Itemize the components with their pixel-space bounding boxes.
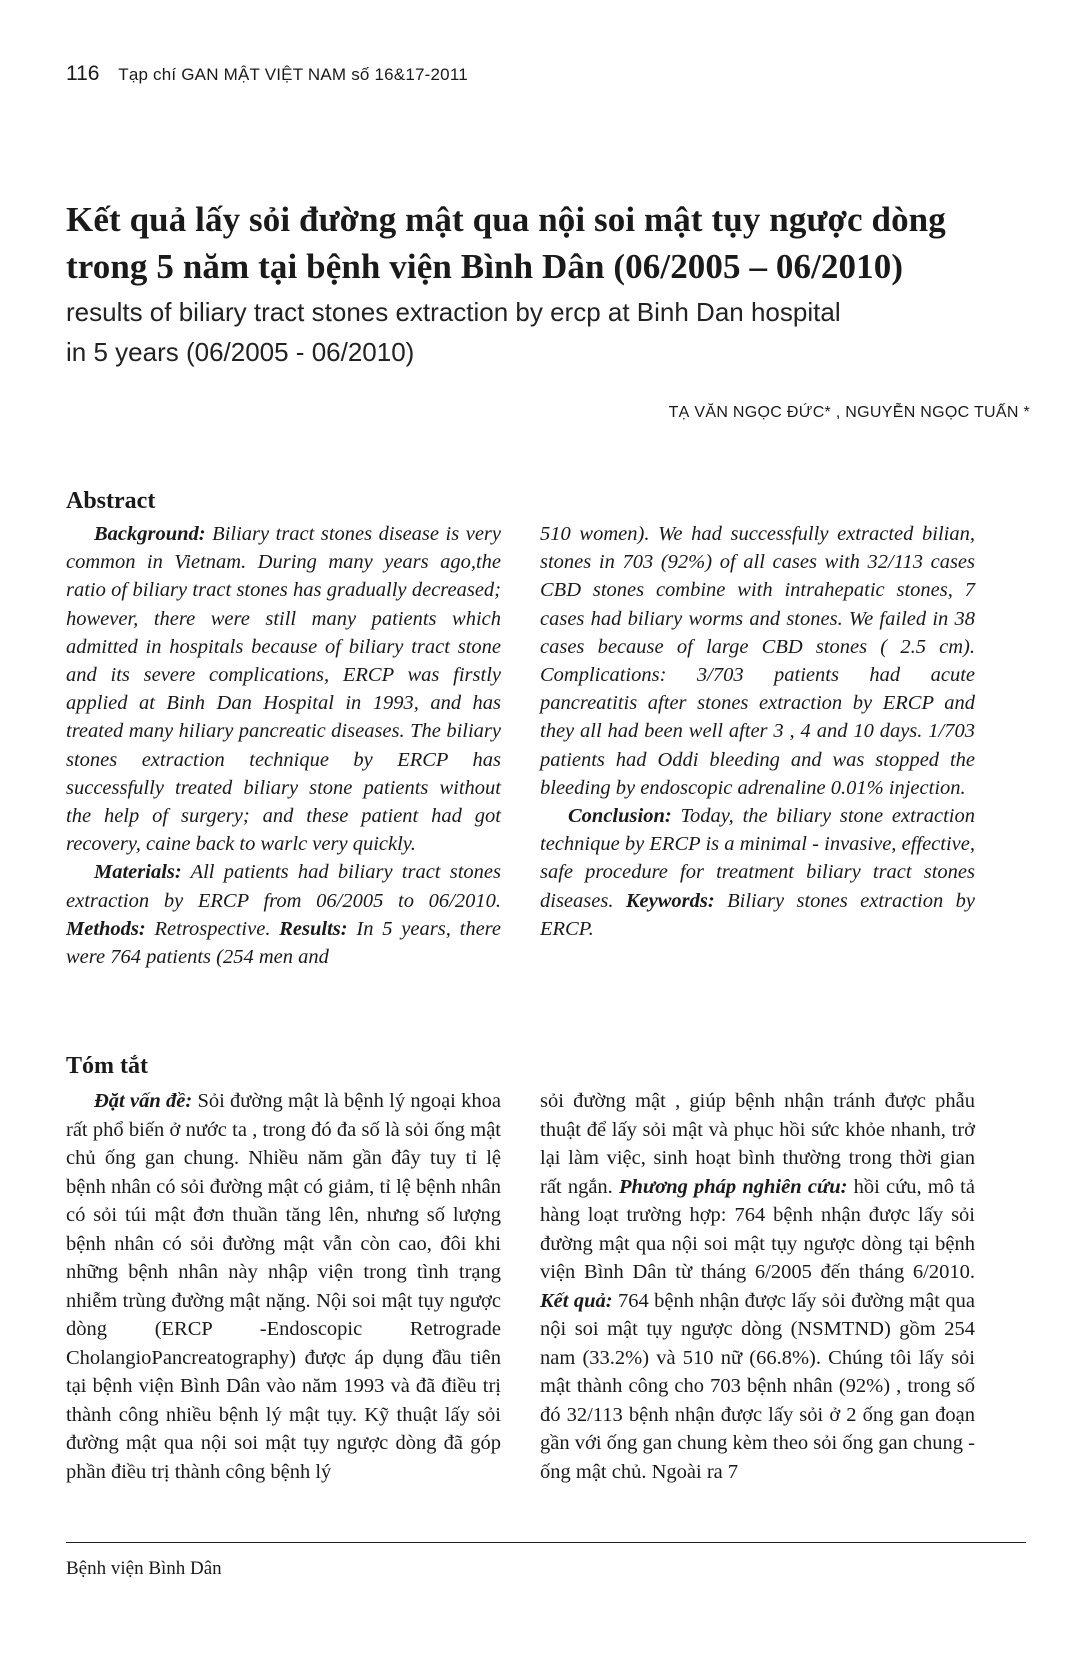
conclusion-text: Today, the biliary stone extraction technique by ERCP is a minimal - invasive, effective, safe procedure for treatment biliary tract stones diseases. bbox=[540, 805, 975, 912]
title-english-line-1: results of biliary tract stones extraction by ercp at Binh Dan hospital bbox=[66, 297, 841, 327]
author-list: TẠ VĂN NGỌC ĐỨC* , NGUYỄN NGỌC TUẤN * bbox=[668, 404, 1030, 421]
background-text: Biliary tract stones disease is very common in Vietnam. During many years ago,the ratio of biliary tract stones has gradually decreased; however, there were still many patients which admitted in hospitals because of biliary tract stone and its severe complications, ERCP was firstly applied at Binh Dan Hospital in 1993, and has treated many hiliary pancreatic diseases. The biliary stones extraction technique by ERCP has successfully treated biliary stone patients without the help of surgery; and these patient had got recovery, caine back to warlc very quickly. bbox=[66, 523, 501, 856]
background-label: Background: bbox=[94, 523, 206, 545]
running-header bbox=[66, 62, 468, 86]
tomtat-right-text-3: 764 bệnh nhận được lấy sỏi đường mật qua nội soi mật tụy ngược dòng (NSMTND) gồm 254 nam (33.2%) và 510 nữ (66.8%). Chúng tôi lấy sỏi mật thành công cho 703 bệnh nhân (92%) , trong số đó 32/113 bệnh nhận được lấy sỏi ở 2 ống gan đoạn gần với ống gan chung kèm theo sỏi ống gan chung - ống mật chủ. Ngoài ra 7 bbox=[540, 1289, 975, 1483]
abstract-background-paragraph bbox=[66, 520, 501, 858]
title-vietnamese-line-2: trong 5 năm tại bệnh viện Bình Dân (06/2005 – 06/2010) bbox=[66, 247, 904, 286]
results-text-part-2: 510 women). We had successfully extracted bilian, stones in 703 (92%) of all cases with 32/113 cases CBD stones combine with intrahepatic stones, 7 cases had biliary worms and stones. We failed in 38 cases because of large CBD stones ( 2.5 cm). Complications: 3/703 patients had acute pancreatitis after stones extraction by ERCP and they all had been well after 3 , 4 and 10 days. 1/703 patients had Oddi bleeding and was stopped the bleeding by endoscopic adrenaline 0.01% injection. bbox=[540, 523, 975, 799]
article-title-block bbox=[66, 196, 1026, 370]
tomtat-heading: Tóm tắt bbox=[66, 1053, 148, 1079]
abstract-column-left bbox=[66, 520, 501, 971]
title-english-line-2: in 5 years (06/2005 - 06/2010) bbox=[66, 337, 415, 367]
materials-label: Materials: bbox=[94, 861, 182, 884]
result-label: Kết quả: bbox=[540, 1289, 613, 1312]
abstract-materials-paragraph bbox=[66, 858, 501, 971]
results-text-part-1: In 5 years, there were 764 patients (254 men and bbox=[66, 917, 501, 969]
tomtat-column-left bbox=[66, 1087, 501, 1486]
keywords-label: Keywords: bbox=[625, 889, 715, 912]
tomtat-column-right bbox=[540, 1087, 975, 1486]
affiliation-footnote: Bệnh viện Bình Dân bbox=[66, 1558, 222, 1579]
abstract-column-right bbox=[540, 520, 975, 943]
tomtat-left-text: Sỏi đường mật là bệnh lý ngoại khoa rất phổ biến ở nước ta , trong đó đa số là sỏi ống mật chủ ống gan chung. Nhiều năm gần đây tuy tỉ lệ bệnh nhân có sỏi đường mật có giảm, tỉ lệ bệnh nhân có sỏi túi mật đơn thuần tăng lên, nhưng số lượng bệnh nhân có sỏi đường mật vẫn còn cao, đôi khi những bệnh nhân này nhập viện trong tình trạng nhiễm trùng đường mật nặng. Nội soi mật tụy ngược dòng (ERCP -Endoscopic Retrograde CholangioPancreatography) được áp dụng đầu tiên tại bệnh viện Bình Dân vào năm 1993 và đã điều trị thành công nhiều bệnh lý mật tụy. Kỹ thuật lấy sỏi đường mật qua nội soi mật tụy ngược dòng đã góp phần điều trị thành công bệnh lý bbox=[66, 1090, 501, 1483]
results-label: Results: bbox=[279, 917, 348, 940]
tomtat-paragraph-1 bbox=[66, 1087, 501, 1486]
abstract-results-continued bbox=[540, 520, 975, 802]
dat-van-de-label: Đặt vấn đề: bbox=[94, 1090, 193, 1112]
keywords-text: Biliary stones extraction by ERCP. bbox=[540, 889, 975, 940]
abstract-conclusion-paragraph bbox=[540, 802, 975, 943]
materials-text: All patients had biliary tract stones extraction by ERCP from 06/2005 to 06/2010. bbox=[66, 861, 501, 912]
tomtat-right-text-2: hồi cứu, mô tả hàng loạt trường hợp: 764 bệnh nhận được lấy sỏi đường mật qua nội soi mật tụy ngược dòng tại bệnh viện Bình Dân từ tháng 6/2005 đến tháng 6/2010. bbox=[540, 1175, 975, 1283]
tomtat-right-text-1: sỏi đường mật , giúp bệnh nhận tránh được phẫu thuật để lấy sỏi mật và phục hồi sức khỏe nhanh, trở lại làm việc, sinh hoạt bình thường trong thời gian rất ngắn. bbox=[540, 1090, 975, 1198]
methods-text: Retrospective. bbox=[145, 917, 280, 940]
methods-label: Methods: bbox=[66, 917, 146, 940]
abstract-heading: Abstract bbox=[66, 488, 156, 514]
tomtat-paragraph-continued bbox=[540, 1087, 975, 1486]
title-vietnamese-line-1: Kết quả lấy sỏi đường mật qua nội soi mật tụy ngược dòng bbox=[66, 200, 946, 239]
method-label: Phương pháp nghiên cứu: bbox=[618, 1175, 848, 1198]
journal-name: Tạp chí GAN MẬT VIỆT NAM số 16&17-2011 bbox=[118, 65, 468, 84]
page-number: 116 bbox=[66, 62, 100, 85]
footnote-divider bbox=[66, 1542, 1026, 1543]
conclusion-label: Conclusion: bbox=[568, 805, 672, 828]
